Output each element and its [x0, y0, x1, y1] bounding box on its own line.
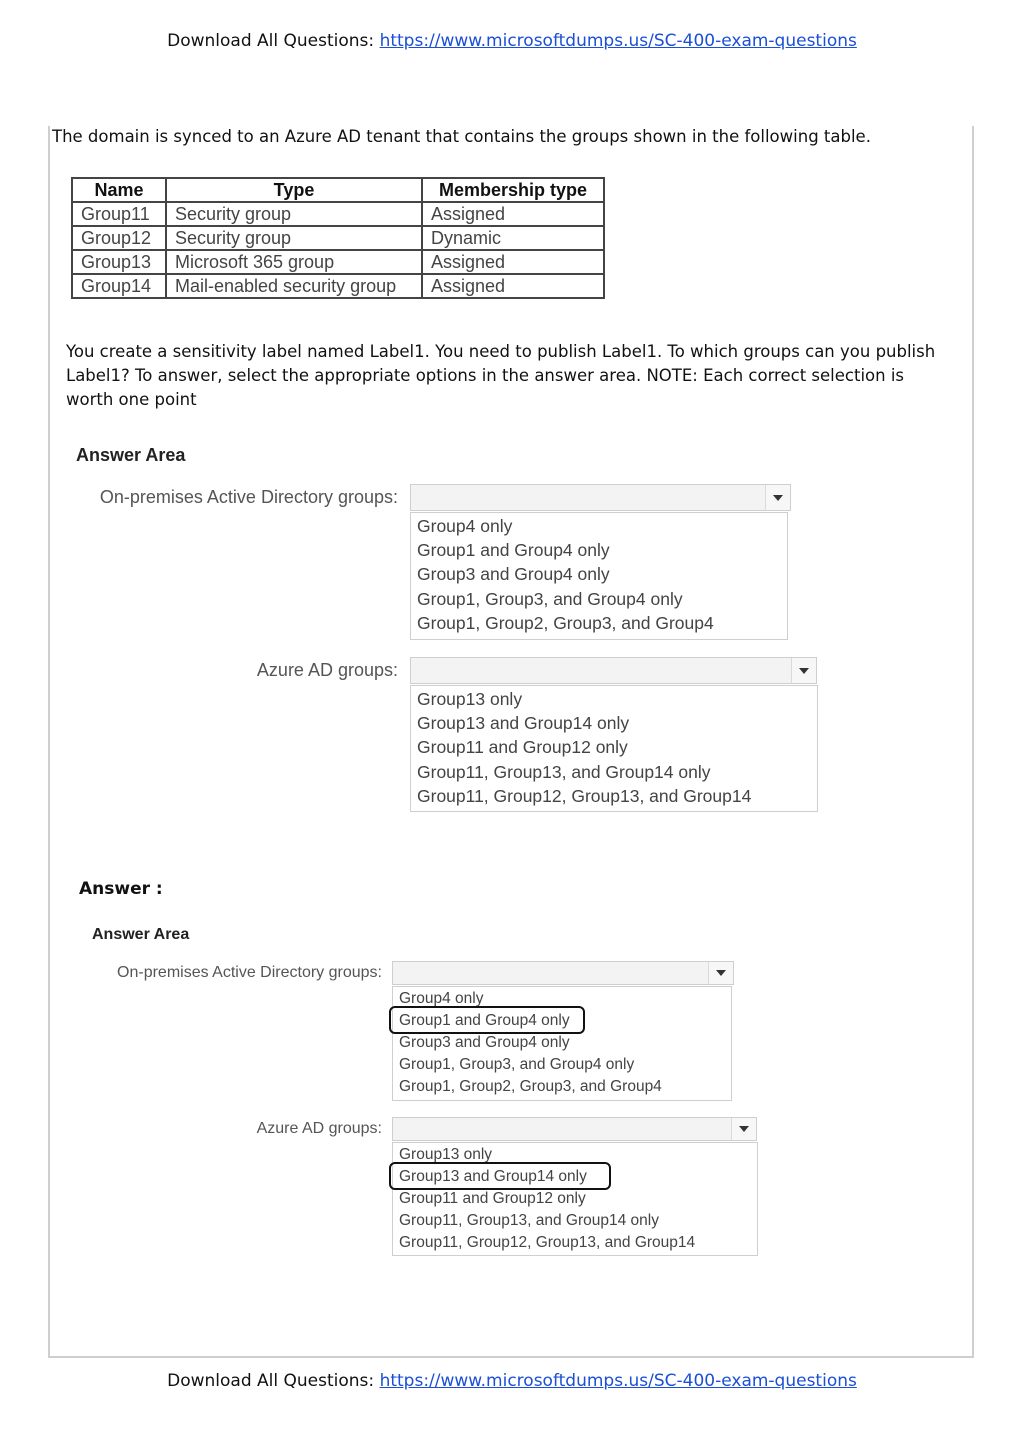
question-onprem-label: On-premises Active Directory groups: [99, 487, 398, 507]
dropdown-option[interactable]: Group1, Group3, and Group4 only [417, 588, 683, 609]
dropdown-option-selected[interactable]: Group1 and Group4 only [399, 1012, 570, 1029]
question-answer-area-title: Answer Area [76, 445, 186, 465]
cell-name: Group12 [72, 226, 166, 250]
question-onprem-options [410, 512, 788, 640]
column-header-membership: Membership type [422, 178, 604, 202]
dropdown-option[interactable]: Group1, Group3, and Group4 only [399, 1056, 635, 1073]
dropdown-option[interactable]: Group3 and Group4 only [417, 564, 610, 585]
intro-text: The domain is synced to an Azure AD tenant that contains the groups shown in the following table. [52, 127, 871, 146]
header-prefix: Download All Questions: [167, 31, 375, 51]
answer-onprem-label: On-premises Active Directory groups: [117, 964, 382, 981]
dropdown-option[interactable]: Group3 and Group4 only [399, 1034, 570, 1051]
dropdown-option[interactable]: Group4 only [399, 990, 484, 1007]
page-footer [0, 1371, 1024, 1391]
dropdown-option[interactable]: Group1, Group2, Group3, and Group4 [417, 612, 714, 633]
table-row [72, 250, 604, 274]
table-row [72, 226, 604, 250]
answer-azure-dropdown[interactable] [392, 1117, 757, 1141]
footer-download-link[interactable]: https://www.microsoftdumps.us/SC-400-exam-questions [379, 1371, 857, 1391]
question-azure-label: Azure AD groups: [256, 660, 398, 680]
answer-area-title: Answer Area [92, 926, 190, 943]
column-header-type: Type [166, 178, 422, 202]
cell-type: Security group [166, 226, 422, 250]
groups-table [71, 177, 605, 299]
dropdown-option[interactable]: Group11 and Group12 only [417, 737, 628, 758]
answer-onprem-dropdown[interactable] [392, 961, 734, 985]
dropdown-option[interactable]: Group13 only [399, 1146, 493, 1163]
dropdown-option[interactable]: Group11, Group13, and Group14 only [399, 1212, 659, 1229]
answer-azure-options [392, 1142, 758, 1256]
cell-membership: Assigned [422, 274, 604, 298]
table-row [72, 274, 604, 298]
dropdown-option[interactable]: Group1 and Group4 only [417, 540, 610, 561]
cell-name: Group11 [72, 202, 166, 226]
answer-heading: Answer : [79, 879, 163, 899]
dropdown-option[interactable]: Group11 and Group12 only [399, 1190, 586, 1207]
chevron-down-icon[interactable] [708, 962, 733, 984]
cell-name: Group14 [72, 274, 166, 298]
question-azure-options [410, 685, 818, 812]
cell-membership: Assigned [422, 250, 604, 274]
table-row [72, 202, 604, 226]
chevron-down-icon[interactable] [765, 485, 790, 510]
cell-type: Microsoft 365 group [166, 250, 422, 274]
answer-azure-label: Azure AD groups: [256, 1120, 382, 1137]
question-onprem-dropdown[interactable] [410, 484, 791, 511]
dropdown-option-selected[interactable]: Group13 and Group14 only [399, 1168, 587, 1185]
dropdown-option[interactable]: Group13 and Group14 only [417, 713, 630, 734]
question-text: You create a sensitivity label named Label1. You need to publish Label1. To which groups can you publish Label1? To answer, select the appropriate options in the answer area. NOTE: Each correct selection is worth one point [66, 342, 936, 409]
cell-membership: Assigned [422, 202, 604, 226]
cell-type: Mail-enabled security group [166, 274, 422, 298]
column-header-name: Name [72, 178, 166, 202]
table-header-row [72, 178, 604, 202]
dropdown-option[interactable]: Group13 only [417, 689, 523, 709]
dropdown-option[interactable]: Group1, Group2, Group3, and Group4 [399, 1078, 662, 1095]
page-header [0, 31, 1024, 51]
header-download-link[interactable]: https://www.microsoftdumps.us/SC-400-exam-questions [379, 31, 857, 51]
question-azure-dropdown[interactable] [410, 657, 817, 684]
cell-name: Group13 [72, 250, 166, 274]
dropdown-option[interactable]: Group11, Group12, Group13, and Group14 [399, 1234, 696, 1251]
cell-type: Security group [166, 202, 422, 226]
chevron-down-icon[interactable] [791, 658, 816, 683]
dropdown-option[interactable]: Group11, Group12, Group13, and Group14 [417, 785, 752, 806]
answer-onprem-options [392, 986, 732, 1101]
footer-prefix: Download All Questions: [167, 1371, 375, 1391]
dropdown-option[interactable]: Group11, Group13, and Group14 only [417, 761, 711, 782]
cell-membership: Dynamic [422, 226, 604, 250]
dropdown-option[interactable]: Group4 only [417, 516, 513, 536]
chevron-down-icon[interactable] [731, 1118, 756, 1140]
